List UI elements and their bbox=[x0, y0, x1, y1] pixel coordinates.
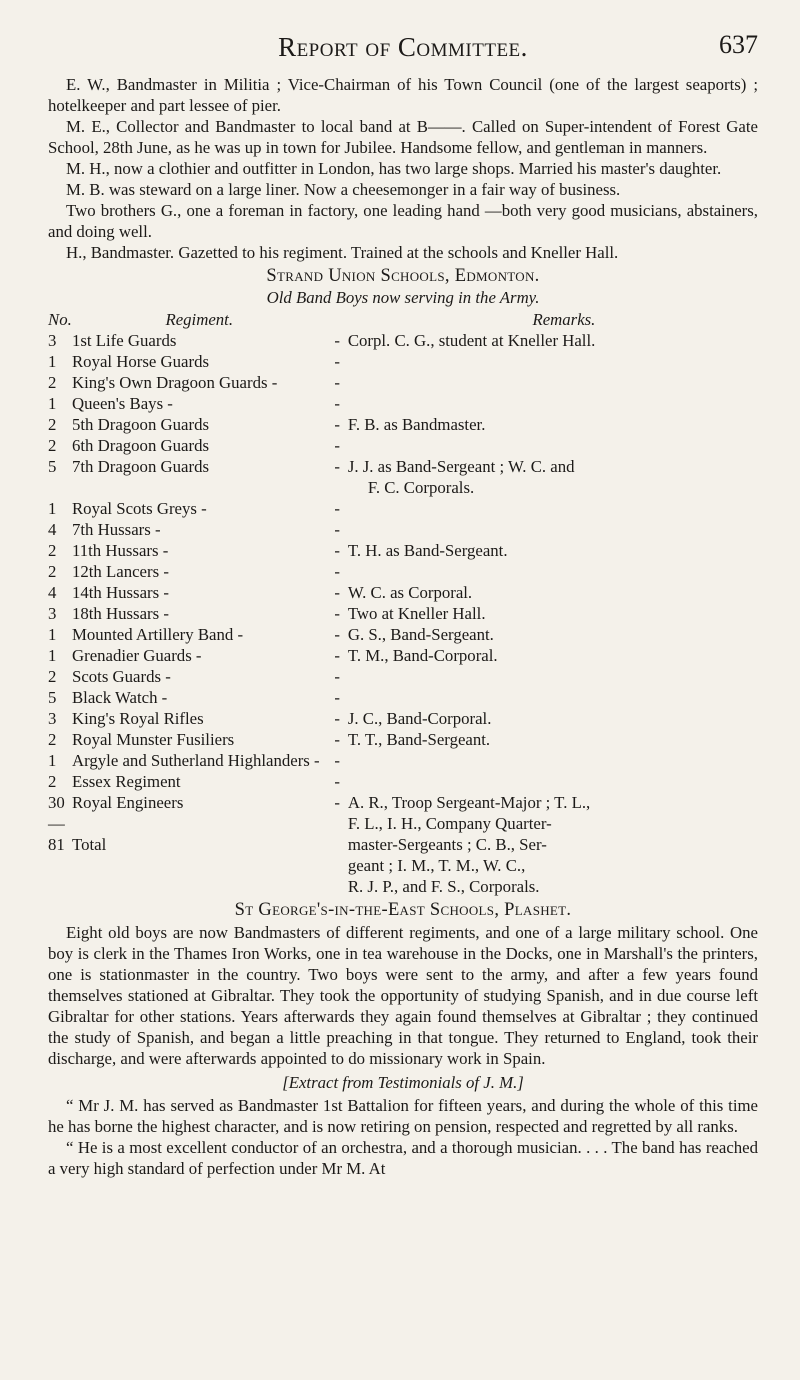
regiment-name: Royal Scots Greys - bbox=[71, 499, 207, 518]
table-row bbox=[48, 624, 758, 645]
intro-paragraph: M. H., now a clothier and outfitter in London, has two large shops. Married his master's daughter. bbox=[66, 159, 722, 178]
regiment-count: 3 bbox=[48, 709, 57, 728]
regiment-remarks bbox=[348, 687, 758, 708]
table-row bbox=[48, 645, 758, 666]
testimonial-quotes bbox=[48, 1095, 758, 1179]
leader-dash: - bbox=[334, 667, 340, 686]
regiment-count bbox=[48, 855, 72, 876]
remarks-line: R. J. P., and F. S., Corporals. bbox=[347, 877, 540, 896]
table-header-row bbox=[48, 309, 758, 330]
regiment-name: Queen's Bays - bbox=[71, 394, 173, 413]
regiment-remarks bbox=[348, 498, 758, 519]
leader-dash: - bbox=[334, 436, 340, 455]
remarks-line: T. H. as Band-Sergeant. bbox=[347, 541, 508, 560]
column-header-remarks: Remarks. bbox=[532, 310, 596, 329]
regiment-count: 2 bbox=[48, 373, 57, 392]
remarks-line: W. C. as Corporal. bbox=[347, 583, 473, 602]
regiment-count: 1 bbox=[48, 394, 57, 413]
regiment-count: 1 bbox=[48, 625, 57, 644]
leader-dash: - bbox=[334, 625, 340, 644]
regiment-remarks bbox=[348, 645, 758, 666]
regiment-count: 1 bbox=[48, 352, 57, 371]
leader-dash: - bbox=[334, 520, 340, 539]
table-row bbox=[48, 372, 758, 393]
regiment-count: 81 bbox=[48, 835, 65, 854]
table-row bbox=[48, 729, 758, 750]
leader-dash: - bbox=[334, 646, 340, 665]
remarks-line: F. C. Corporals. bbox=[367, 478, 475, 497]
document-page bbox=[48, 24, 758, 1179]
leader-dash: - bbox=[334, 562, 340, 581]
leader-dash: - bbox=[334, 394, 340, 413]
table-row bbox=[48, 351, 758, 372]
leader-dash: - bbox=[334, 352, 340, 371]
table-row bbox=[48, 393, 758, 414]
regiment-name: Royal Munster Fusiliers bbox=[71, 730, 235, 749]
table-row bbox=[48, 435, 758, 456]
leader-dash bbox=[327, 813, 348, 834]
remarks-line: Corpl. C. G., student at Kneller Hall. bbox=[347, 331, 596, 350]
regiment-count: 3 bbox=[48, 331, 57, 350]
regiment-name: 7th Hussars - bbox=[71, 520, 161, 539]
remarks-line: T. M., Band-Corporal. bbox=[347, 646, 498, 665]
leader-dash bbox=[327, 834, 348, 855]
table-row bbox=[48, 813, 758, 834]
regiment-name: 7th Dragoon Guards bbox=[71, 457, 210, 476]
regiment-remarks bbox=[348, 834, 758, 855]
regiment-name: 14th Hussars - bbox=[71, 583, 169, 602]
regiment-count: 30 bbox=[48, 793, 65, 812]
page-header bbox=[48, 24, 758, 74]
regiment-remarks bbox=[348, 393, 758, 414]
regiment-count: 4 bbox=[48, 520, 57, 539]
regiment-remarks bbox=[348, 540, 758, 561]
intro-paragraph: E. W., Bandmaster in Militia ; Vice-Chairman of his Town Council (one of the largest seaports) ; hotelkeeper and part lessee of pier. bbox=[48, 75, 758, 115]
leader-dash bbox=[327, 876, 348, 897]
column-header-regiment: Regiment. bbox=[165, 310, 234, 329]
st-george-heading: St George's-in-the-East Schools, Plashet. bbox=[234, 900, 572, 920]
leader-dash: - bbox=[334, 415, 340, 434]
regiment-name: Mounted Artillery Band - bbox=[71, 625, 244, 644]
regiment-name: 5th Dragoon Guards bbox=[71, 415, 210, 434]
leader-dash: - bbox=[334, 751, 340, 770]
leader-dash: - bbox=[334, 583, 340, 602]
regiment-remarks bbox=[348, 456, 758, 498]
regiment-count: 3 bbox=[48, 604, 57, 623]
table-row bbox=[48, 540, 758, 561]
regiment-remarks bbox=[348, 372, 758, 393]
regiment-name: 18th Hussars - bbox=[71, 604, 169, 623]
table-row bbox=[48, 687, 758, 708]
leader-dash: - bbox=[334, 331, 340, 350]
extract-title: [Extract from Testimonials of J. M.] bbox=[282, 1073, 524, 1092]
regiment-name: Total bbox=[71, 835, 107, 854]
leader-dash: - bbox=[334, 541, 340, 560]
leader-dash bbox=[327, 855, 348, 876]
table-row bbox=[48, 834, 758, 855]
regiment-count: 2 bbox=[48, 730, 57, 749]
leader-dash: - bbox=[334, 373, 340, 392]
regiment-name: 1st Life Guards bbox=[71, 331, 177, 350]
remarks-line: F. L., I. H., Company Quarter- bbox=[347, 814, 552, 833]
table-row bbox=[48, 519, 758, 540]
remarks-line: F. B. as Bandmaster. bbox=[347, 415, 486, 434]
regiments-table bbox=[48, 309, 758, 897]
table-row bbox=[48, 666, 758, 687]
table-row bbox=[48, 603, 758, 624]
regiment-name: Royal Horse Guards bbox=[71, 352, 210, 371]
leader-dash: - bbox=[334, 793, 340, 812]
regiment-name bbox=[72, 855, 327, 876]
table-row bbox=[48, 456, 758, 498]
regiment-name: Scots Guards - bbox=[71, 667, 171, 686]
regiment-count: 2 bbox=[48, 415, 57, 434]
regiment-remarks bbox=[348, 561, 758, 582]
remarks-line: G. S., Band-Sergeant. bbox=[347, 625, 494, 644]
regiment-remarks bbox=[348, 351, 758, 372]
regiment-remarks bbox=[348, 876, 758, 897]
regiment-count: 2 bbox=[48, 541, 57, 560]
remarks-line: Two at Kneller Hall. bbox=[347, 604, 486, 623]
regiment-name: Essex Regiment bbox=[71, 772, 181, 791]
leader-dash: - bbox=[334, 709, 340, 728]
regiment-count: 5 bbox=[48, 457, 57, 476]
leader-dash: - bbox=[334, 688, 340, 707]
leader-dash: - bbox=[334, 499, 340, 518]
regiment-count: 2 bbox=[48, 562, 57, 581]
regiment-count: 2 bbox=[48, 436, 57, 455]
intro-paragraph: M. B. was steward on a large liner. Now a cheesemonger in a fair way of business. bbox=[66, 180, 621, 199]
table-row bbox=[48, 792, 758, 813]
regiment-count: — bbox=[48, 814, 65, 833]
regiment-name: 12th Lancers - bbox=[71, 562, 169, 581]
regiment-name: 11th Hussars - bbox=[71, 541, 169, 560]
table-row bbox=[48, 750, 758, 771]
intro-paragraph: H., Bandmaster. Gazetted to his regiment. Trained at the schools and Kneller Hall. bbox=[66, 243, 619, 262]
table-row bbox=[48, 771, 758, 792]
column-header-no: No. bbox=[48, 310, 72, 329]
intro-paragraph: Two brothers G., one a foreman in factory, one leading hand —both very good musicians, abstainers, and doing well. bbox=[48, 201, 758, 241]
remarks-line: master-Sergeants ; C. B., Ser- bbox=[347, 835, 547, 854]
regiment-count: 2 bbox=[48, 667, 57, 686]
table-row bbox=[48, 414, 758, 435]
leader-dash: - bbox=[334, 457, 340, 476]
strand-subtitle: Old Band Boys now serving in the Army. bbox=[266, 288, 540, 307]
regiment-count: 1 bbox=[48, 751, 57, 770]
regiment-remarks bbox=[348, 414, 758, 435]
regiment-count: 1 bbox=[48, 646, 57, 665]
regiment-remarks bbox=[348, 603, 758, 624]
regiment-remarks bbox=[348, 519, 758, 540]
table-row bbox=[48, 498, 758, 519]
regiment-count: 2 bbox=[48, 772, 57, 791]
remarks-line: geant ; I. M., T. M., W. C., bbox=[347, 856, 526, 875]
regiment-remarks bbox=[348, 666, 758, 687]
table-row bbox=[48, 876, 758, 897]
running-title: Report of Committee. bbox=[278, 32, 528, 62]
regiment-name: Grenadier Guards - bbox=[71, 646, 202, 665]
regiment-name: King's Own Dragoon Guards - bbox=[71, 373, 278, 392]
leader-dash: - bbox=[334, 772, 340, 791]
regiment-name: Black Watch - bbox=[71, 688, 168, 707]
regiment-remarks bbox=[348, 582, 758, 603]
regiment-count bbox=[48, 876, 72, 897]
leader-dash: - bbox=[334, 604, 340, 623]
strand-heading: Strand Union Schools, Edmonton. bbox=[266, 266, 540, 286]
remarks-line: J. C., Band-Corporal. bbox=[347, 709, 492, 728]
regiment-count: 4 bbox=[48, 583, 57, 602]
regiment-count: 1 bbox=[48, 499, 57, 518]
regiment-remarks bbox=[348, 771, 758, 792]
regiment-remarks bbox=[348, 855, 758, 876]
testimonial-quote: “ He is a most excellent conductor of an orchestra, and a thorough musician. . . . The band has reached a very high standard of perfection under Mr M. At bbox=[48, 1138, 758, 1178]
regiment-remarks bbox=[348, 330, 758, 351]
regiment-remarks bbox=[348, 708, 758, 729]
regiment-count: 5 bbox=[48, 688, 57, 707]
remarks-line: J. J. as Band-Sergeant ; W. C. and bbox=[347, 457, 575, 476]
remarks-line: A. R., Troop Sergeant-Major ; T. L., bbox=[347, 793, 591, 812]
regiment-remarks bbox=[348, 435, 758, 456]
table-row bbox=[48, 708, 758, 729]
regiment-remarks bbox=[348, 624, 758, 645]
page-number: 637 bbox=[719, 30, 758, 59]
regiment-name: Argyle and Sutherland Highlanders - bbox=[71, 751, 320, 770]
table-row bbox=[48, 855, 758, 876]
remarks-line: T. T., Band-Sergeant. bbox=[347, 730, 491, 749]
regiment-name: Royal Engineers bbox=[71, 793, 184, 812]
table-row bbox=[48, 582, 758, 603]
table-row bbox=[48, 330, 758, 351]
regiment-remarks bbox=[348, 750, 758, 771]
intro-paragraph: M. E., Collector and Bandmaster to local band at B——. Called on Super-intendent of Forest Gate School, 28th June, as he was up in town for Jubilee. Handsome fellow, and gentleman in manners. bbox=[48, 117, 758, 157]
regiment-name: 6th Dragoon Guards bbox=[71, 436, 210, 455]
regiment-name bbox=[72, 876, 327, 897]
st-george-paragraph: Eight old boys are now Bandmasters of different regiments, and one of a large military school. One boy is clerk in the Thames Iron Works, one in tea warehouse in the Docks, one in Marshall's the printers, one is stationmaster in the country. Two boys were sent to the army, and after a few years found themselves stationed at Gibraltar. They took the opportunity of studying Spanish, and in due course left Gibraltar for other stations. Years afterwards they again found themselves at Gibraltar ; they continued the study of Spanish, and began a little preaching in that tongue. They returned to England, took their discharge, and were afterwards appointed to do missionary work in Spain. bbox=[48, 923, 758, 1068]
regiment-remarks bbox=[348, 792, 758, 813]
leader-dash: - bbox=[334, 730, 340, 749]
regiment-name: King's Royal Rifles bbox=[71, 709, 204, 728]
testimonial-quote: “ Mr J. M. has served as Bandmaster 1st Battalion for fifteen years, and during the whole of this time he has borne the highest character, and is now retiring on pension, respected and regretted by all ranks. bbox=[48, 1096, 758, 1136]
table-row bbox=[48, 561, 758, 582]
regiment-remarks bbox=[348, 813, 758, 834]
regiment-name bbox=[72, 813, 327, 834]
intro-section bbox=[48, 74, 758, 263]
regiment-remarks bbox=[348, 729, 758, 750]
